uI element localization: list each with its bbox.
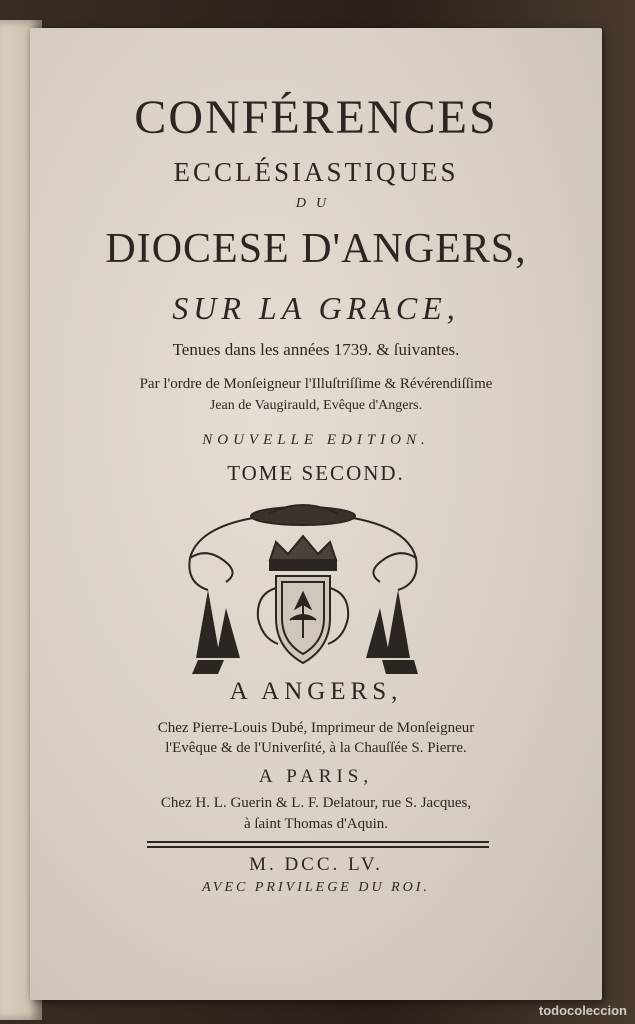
publication-year: M. DCC. LV. (249, 854, 383, 875)
title-line-1: CONFÉRENCES (134, 91, 498, 144)
title-line-4: DIOCESE D'ANGERS, (105, 226, 527, 272)
divider-rule-top (147, 841, 489, 843)
title-page (30, 28, 602, 1000)
edition-label: NOUVELLE EDITION. (202, 432, 430, 448)
authority-line-2: Jean de Vaugirauld, Evêque d'Angers. (209, 398, 423, 413)
royal-privilege: AVEC PRIVILEGE DU ROI. (202, 880, 430, 895)
city-angers: A ANGERS, (229, 678, 403, 705)
watermark-text: todocoleccion (538, 1003, 627, 1018)
coat-of-arms-icon (178, 498, 428, 678)
divider-rule-bottom (147, 846, 489, 848)
publisher-2-line-2: à ſaint Thomas d'Aquin. (243, 816, 389, 832)
title-line-5: SUR LA GRACE, (172, 290, 460, 326)
subtitle: Tenues dans les années 1739. & ſuivantes. (172, 340, 460, 359)
title-line-2: ECCLÉSIASTIQUES (173, 157, 459, 187)
city-paris: A PARIS, (258, 766, 374, 787)
volume-label: TOME SECOND. (227, 461, 405, 485)
publisher-1-line-1: Chez Pierre-Louis Dubé, Imprimeur de Monſeigneur (157, 720, 475, 736)
publisher-1-line-2: l'Evêque & de l'Univerſité, à la Chauſſée S. Pierre. (165, 740, 467, 756)
title-line-3: DU (295, 196, 337, 211)
authority-line-1: Par l'ordre de Monſeigneur l'Illuſtriſſime & Révérendiſſime (139, 376, 493, 392)
publisher-2-line-1: Chez H. L. Guerin & L. F. Delatour, rue S. Jacques, (160, 795, 472, 811)
